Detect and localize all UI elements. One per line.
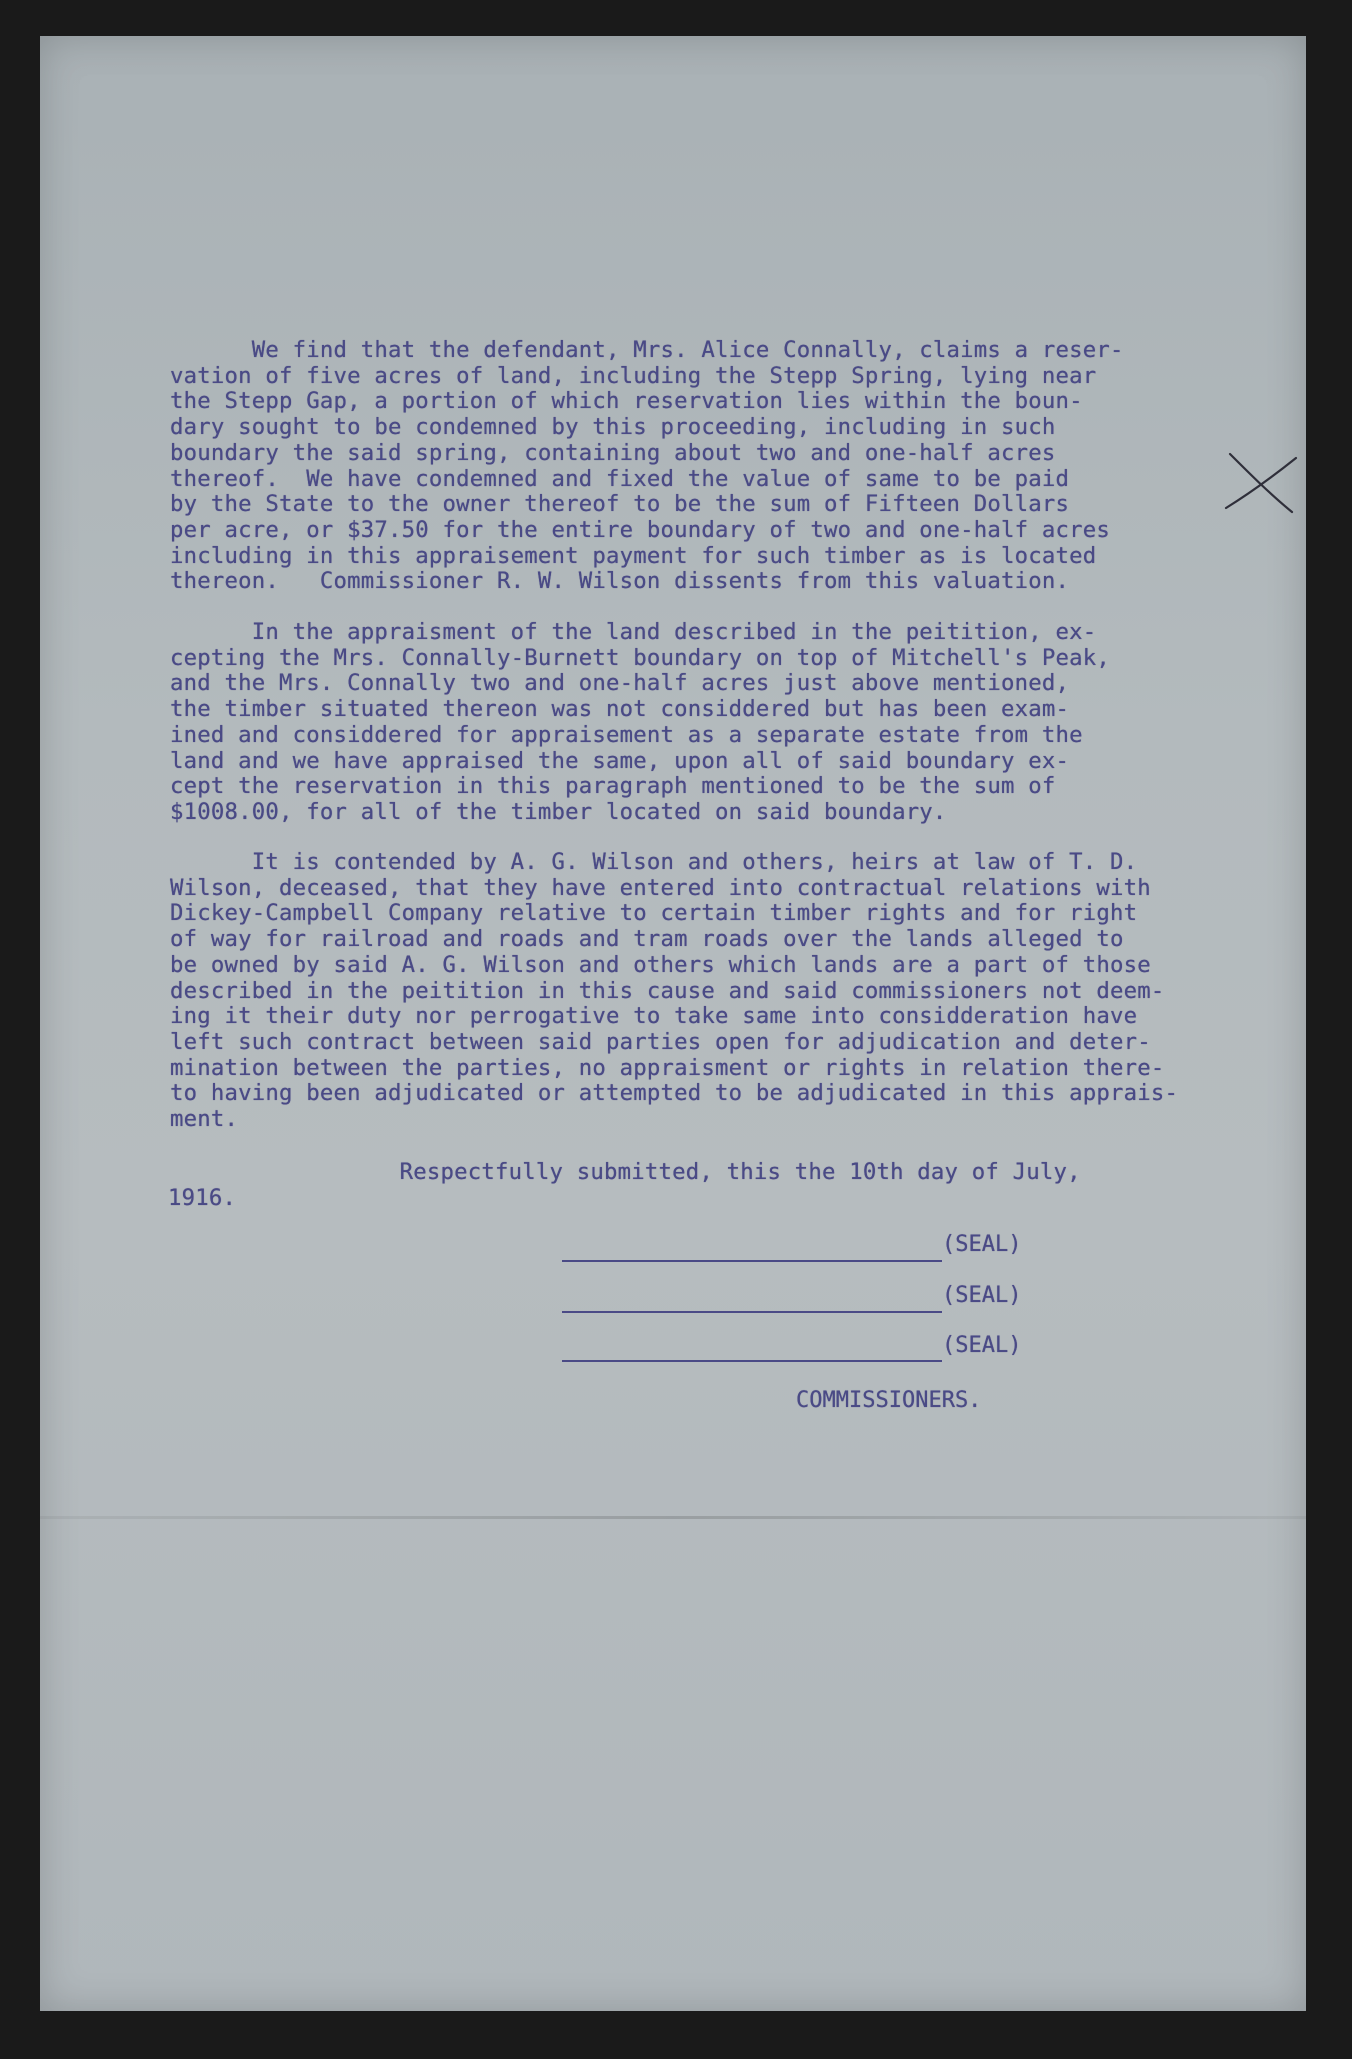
signature-line xyxy=(562,1260,942,1262)
closing-statement: Respectfully submitted, this the 10th day of July, 1916. xyxy=(168,1159,1081,1211)
handwritten-x-mark xyxy=(1222,448,1302,518)
seal-label: (SEAL) xyxy=(942,1232,1022,1257)
page-fold xyxy=(40,1516,1306,1519)
seal-label: (SEAL) xyxy=(942,1283,1022,1308)
signatory-title: COMMISSIONERS. xyxy=(796,1388,982,1413)
paragraph-contractual-relations: It is contended by A. G. Wilson and others, heirs at law of T. D. Wilson, deceased, that they have entered into contractual relations with Dickey-Campbell Company relative to certain timber rights and for right of way for railroad and roads and tram roads over the lands alleged to be owned by said A. G. Wilson and others which lands are a part of those described in the peitition in this cause and said commissioners not deem- ing it their duty nor perrogative to take same into considderation have left such contract between said parties open for adjudication and deter- mination between the parties, no appraisment or rights in relation there- to having been adjudicated or attempted to be adjudicated in this apprais- ment. xyxy=(170,849,1179,1133)
seal-label: (SEAL) xyxy=(942,1333,1022,1358)
signature-line xyxy=(562,1360,942,1362)
signature-line xyxy=(562,1311,942,1313)
paragraph-timber-appraisal: In the appraisment of the land described in the peitition, ex- cepting the Mrs. Connally-Burnett boundary on top of Mitchell's Peak, and the Mrs. Connally two and one-half acres just above mentioned, the timber situated thereon was not considdered but has been exam- ined and considdered for appraisement as a separate estate from the land and we have appraised the same, upon all of said boundary ex- cept the reservation in this paragraph mentioned to be the sum of $1008.00, for all of the timber located on said boundary. xyxy=(170,619,1111,825)
paragraph-reservation: We find that the defendant, Mrs. Alice Connally, claims a reser- vation of five acres of land, including the Stepp Spring, lying near the Stepp Gap, a portion of which reservation lies within the boun- dary sought to be condemned by this proceeding, including in such boundary the said spring, containing about two and one-half acres thereof. We have condemned and fixed the value of same to be paid by the State to the owner thereof to be the sum of Fifteen Dollars per acre, or $37.50 for the entire boundary of two and one-half acres including in this appraisement payment for such timber as is located thereon. Commissioner R. W. Wilson dissents from this valuation. xyxy=(170,337,1124,595)
